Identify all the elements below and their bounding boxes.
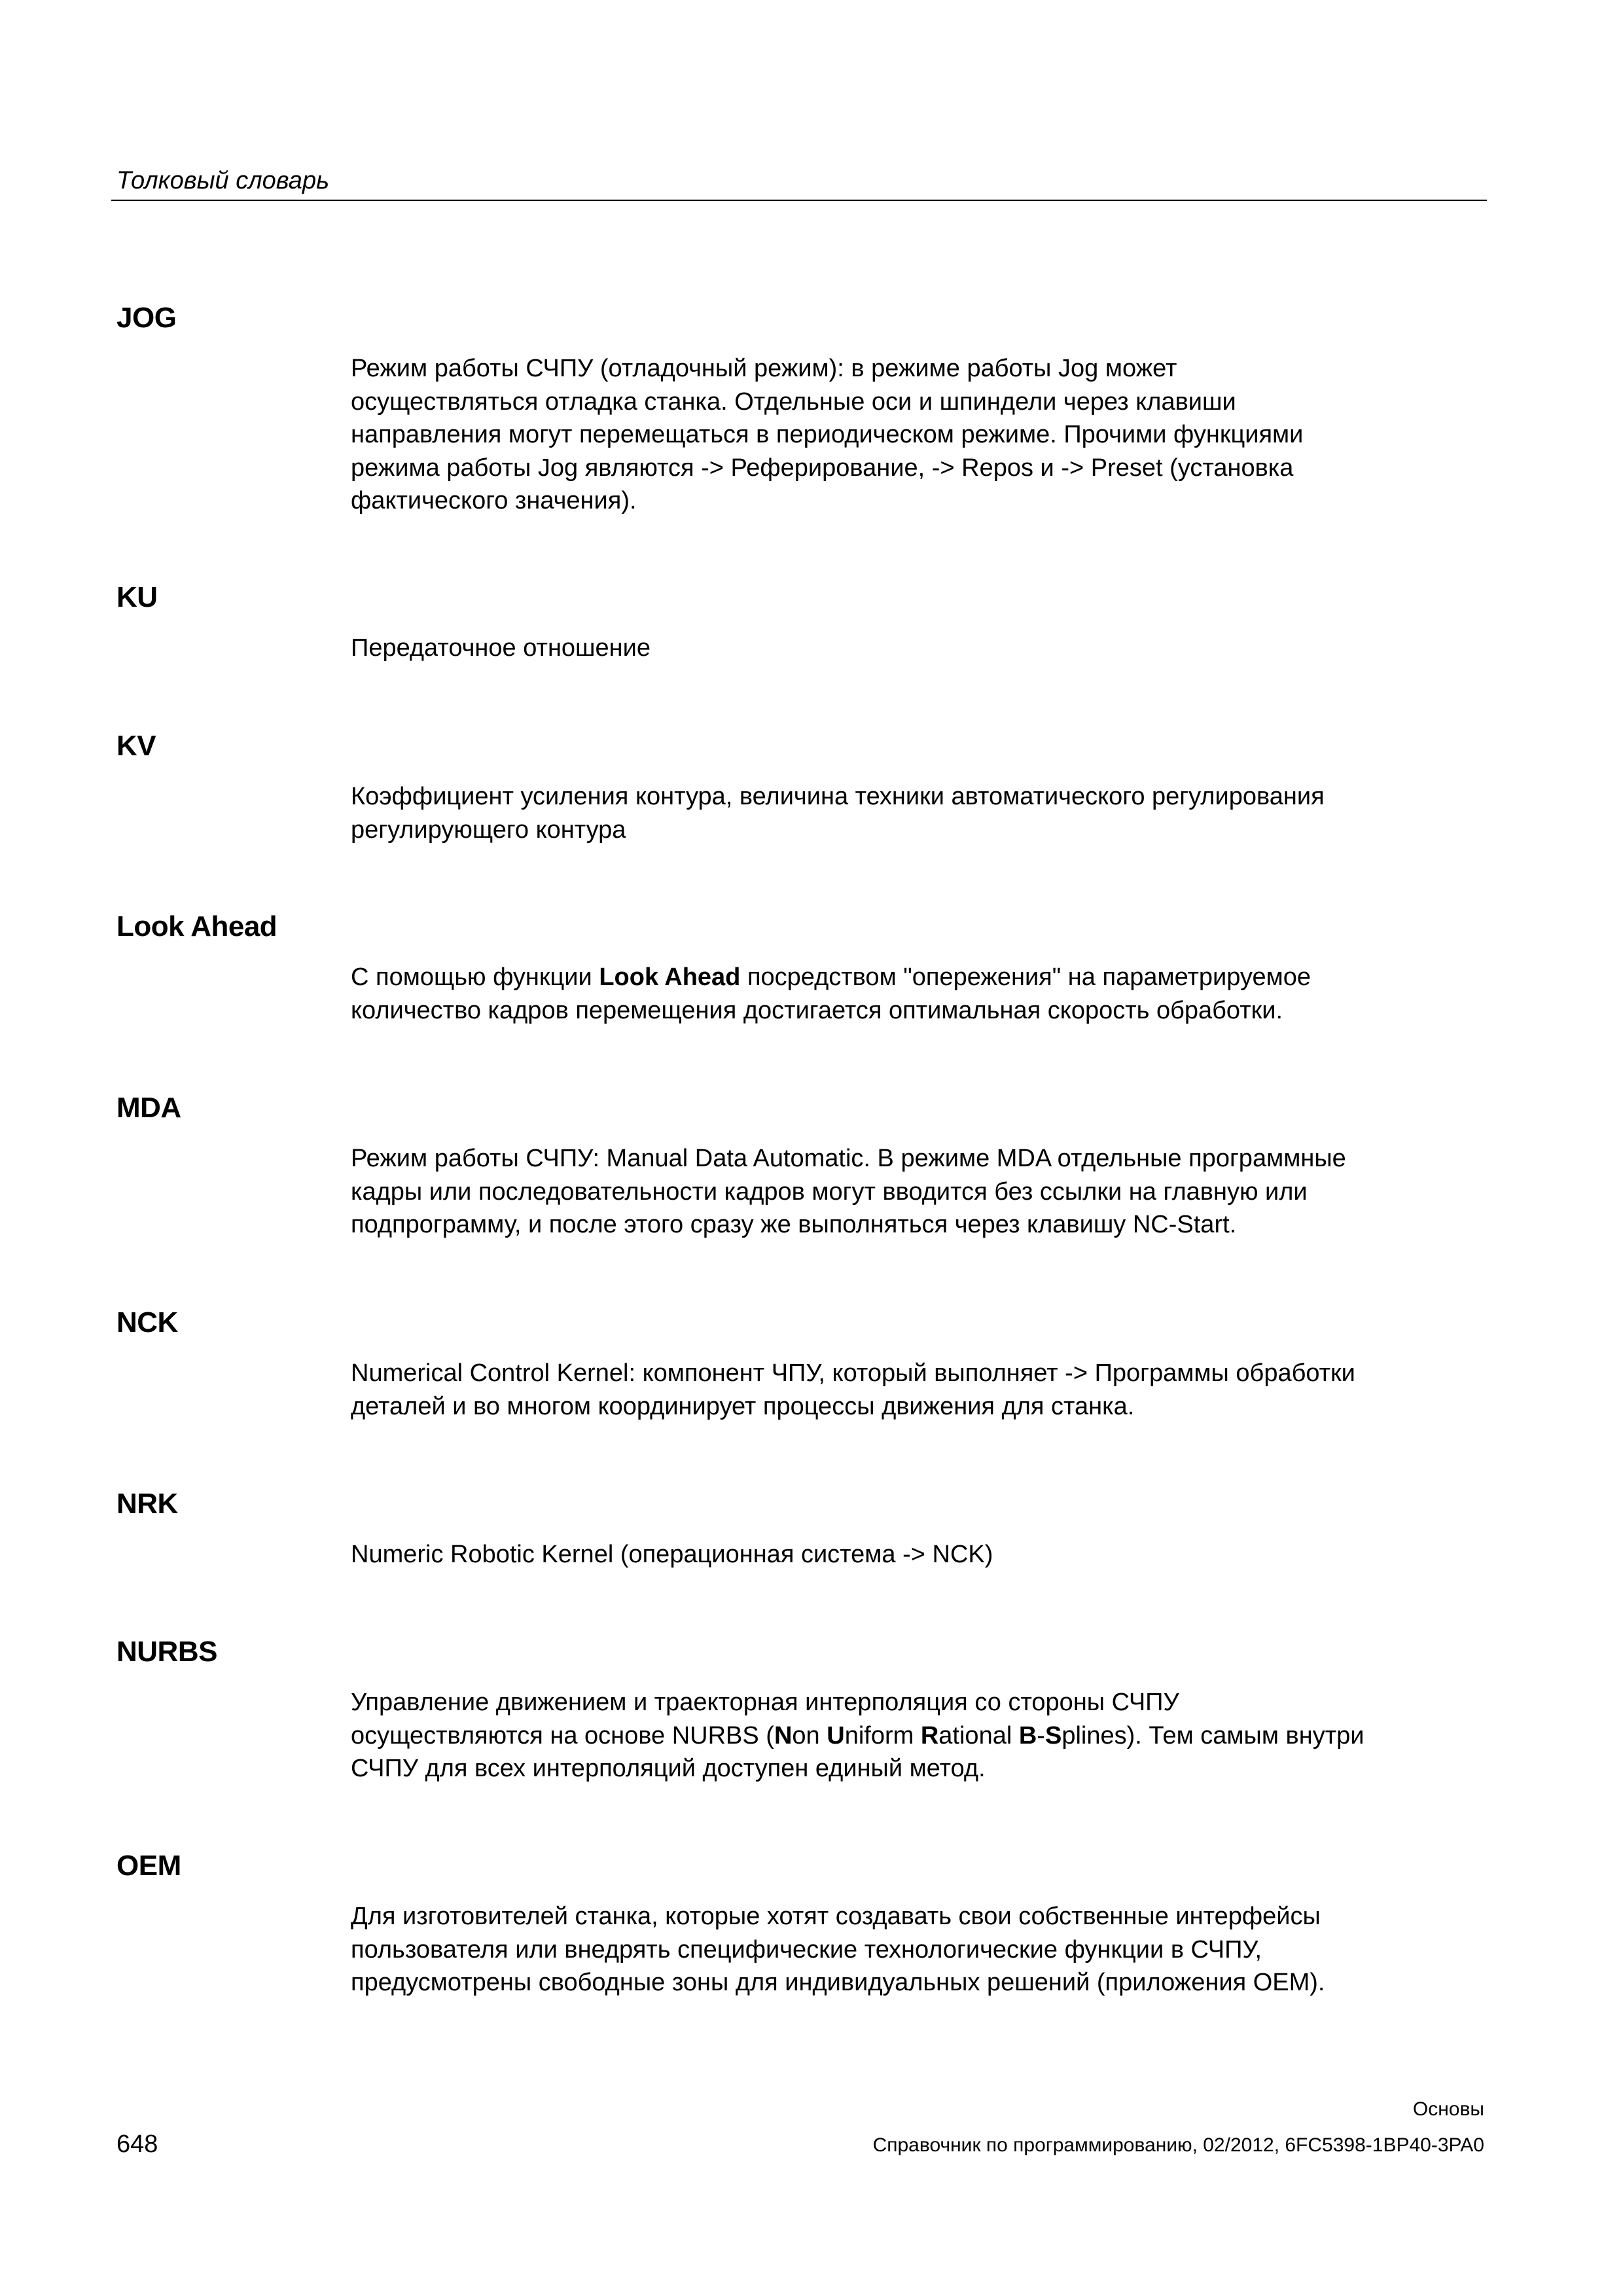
definition-emphasis: S: [1044, 1721, 1062, 1749]
glossary-term: JOG: [116, 302, 177, 334]
definition-line: регулирующего контура: [351, 816, 626, 844]
glossary-definition: [351, 352, 1487, 518]
definition-line: количество кадров перемещения достигается оптимальная скорость обработки.: [351, 996, 1283, 1024]
glossary-definition: [351, 1686, 1487, 1785]
definition-emphasis: U: [827, 1721, 845, 1749]
definition-text: on: [792, 1721, 827, 1749]
definition-line: Управление движением и траекторная интерполяция со стороны СЧПУ: [351, 1689, 1179, 1716]
definition-text: осуществляются на основе NURBS (: [351, 1721, 774, 1749]
glossary-definition: [351, 1142, 1487, 1242]
definition-line: подпрограмму, и после этого сразу же выполняться через клавишу NC-Start.: [351, 1211, 1237, 1238]
definition-text: niform: [844, 1721, 921, 1749]
header-rule: [111, 200, 1487, 201]
definition-line: Для изготовителей станка, которые хотят создавать свои собственные интерфейсы: [351, 1903, 1321, 1930]
definition-text: ational: [938, 1721, 1019, 1749]
definition-line: Режим работы СЧПУ: Manual Data Automatic. В режиме MDA отдельные программные: [351, 1145, 1346, 1172]
definition-emphasis: R: [920, 1721, 939, 1749]
glossary-term: Look Ahead: [116, 910, 277, 942]
definition-line: кадры или последовательности кадров могут вводится без ссылки на главную или: [351, 1177, 1308, 1206]
definition-line: Коэффициент усиления контура, величина техники автоматического регулирования: [351, 783, 1325, 810]
glossary-term: NURBS: [116, 1636, 217, 1668]
definition-text: plines). Тем самым внутри: [1061, 1721, 1364, 1749]
glossary-term: MDA: [116, 1092, 181, 1124]
definition-line: Передаточное отношение: [351, 634, 651, 662]
glossary-term: OEM: [116, 1850, 181, 1882]
glossary-definition: [351, 632, 1487, 665]
definition-text: посредством "опережения" на параметрируемое: [740, 963, 1311, 991]
footer-manual-info: Справочник по программированию, 02/2012, 6FC5398-1BP40-3PA0: [872, 2134, 1484, 2156]
definition-line: режима работы Jog являются -> Реферирование, -> Repos и -> Preset (установка: [351, 454, 1294, 482]
definition-line: [351, 1719, 1487, 1753]
definition-line: направления могут перемещаться в периодическом режиме. Прочими функциями: [351, 421, 1304, 448]
footer-manual-series: Основы: [1412, 2098, 1484, 2120]
glossary-definition: [351, 961, 1487, 1027]
glossary-term: NCK: [116, 1306, 178, 1338]
definition-line: Numeric Robotic Kernel (операционная система -> NCK): [351, 1541, 993, 1568]
definition-emphasis: Look Ahead: [599, 963, 741, 991]
running-header-title: Толковый словарь: [116, 167, 330, 194]
definition-emphasis: B: [1018, 1721, 1037, 1749]
definition-text: С помощью функции: [351, 963, 599, 991]
glossary-term: NRK: [116, 1488, 178, 1520]
definition-line: деталей и во многом координирует процессы движения для станка.: [351, 1392, 1135, 1420]
definition-line: СЧПУ для всех интерполяций доступен единый метод.: [351, 1755, 986, 1782]
definition-line: предусмотрены свободные зоны для индивидуальных решений (приложения OEM).: [351, 1969, 1325, 1996]
definition-line: пользователя или внедрять специфические технологические функции в СЧПУ,: [351, 1935, 1262, 1964]
glossary-term: KV: [116, 730, 156, 762]
definition-line: осуществляться отладка станка. Отдельные оси и шпиндели через клавиши: [351, 387, 1236, 416]
definition-line: [351, 961, 1487, 994]
definition-line: Режим работы СЧПУ (отладочный режим): в режиме работы Jog может: [351, 355, 1177, 382]
glossary-term: KU: [116, 581, 158, 613]
definition-text: -: [1037, 1721, 1045, 1749]
glossary-definition: [351, 1538, 1487, 1571]
glossary-definition: [351, 1357, 1487, 1423]
glossary-definition: [351, 1900, 1487, 2000]
glossary-definition: [351, 780, 1487, 846]
definition-line: фактического значения).: [351, 487, 637, 514]
page-number: 648: [116, 2130, 158, 2158]
definition-emphasis: N: [774, 1721, 793, 1749]
definition-line: Numerical Control Kernel: компонент ЧПУ, который выполняет -> Программы обработки: [351, 1359, 1355, 1387]
